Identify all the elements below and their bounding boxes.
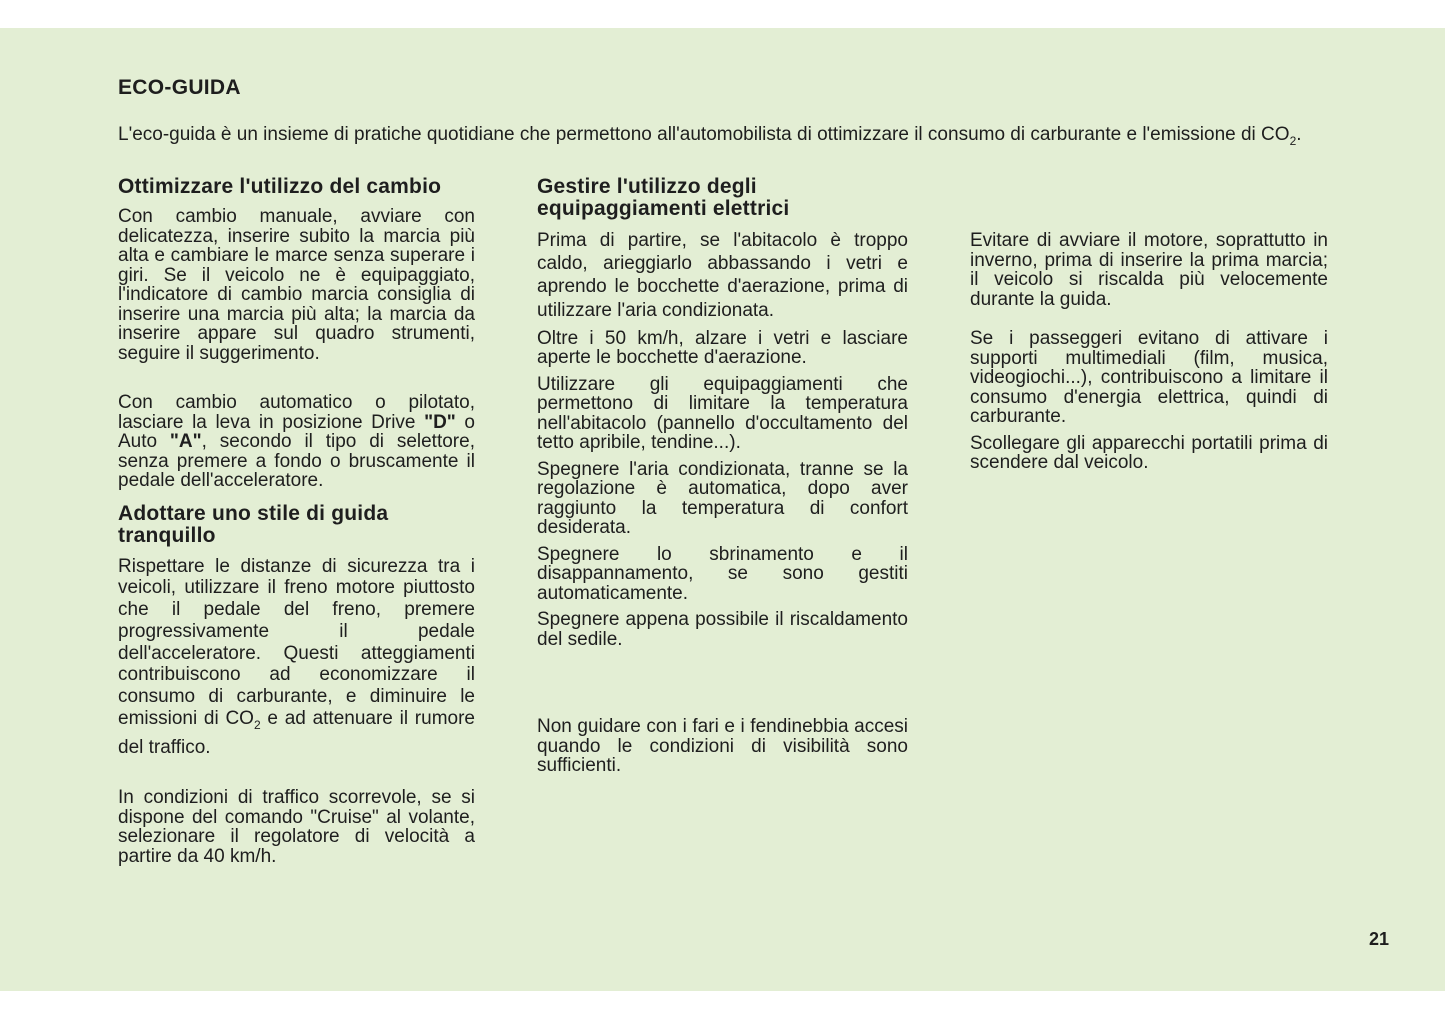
column-middle <box>537 176 908 783</box>
paragraph-air-conditioning: Spegnere l'aria condizionata, tranne se la regolazione è automatica, dopo aver raggiunto la temperatura di confort desiderata. <box>537 458 908 539</box>
paragraph-before-departure: Prima di partire, se l'abitacolo è troppo caldo, arieggiarlo abbassando i vetri e aprendo le bocchette d'aerazione, prima di utilizzare l'aria condizionata. <box>537 230 908 321</box>
intro-end: . <box>1296 124 1302 145</box>
paragraph-cruise-control: In condizioni di traffico scorrevole, se si dispone del comando "Cruise" al volante, selezionare il regolatore di velocità a partire da 40 km/h. <box>118 787 475 867</box>
column-left <box>118 176 475 873</box>
paragraph-above-50kmh: Oltre i 50 km/h, alzare i vetri e lasciare aperte le bocchette d'aerazione. <box>537 327 908 369</box>
intro-text: L'eco-guida è un insieme di pratiche quotidiane che permettono all'automobilista di ottimizzare il consumo di carburante e l'emissione di CO <box>118 124 1290 145</box>
column-right <box>970 231 1328 480</box>
page-number: 21 <box>1369 929 1390 949</box>
intro-subscript: 2 <box>1289 133 1297 148</box>
paragraph-portable-devices: Scollegare gli apparecchi portatili prima di scendere dal veicolo. <box>970 432 1328 473</box>
paragraph-manual-gearbox: Con cambio manuale, avviare con delicatezza, inserire subito la marcia più alta e cambiare le marce senza superare i giri. Se il veicolo ne è equipaggiato, l'indicatore di cambio marcia consiglia di inserire una marcia più alta; la marcia da inserire appare sul quadro strumenti, seguire il suggerimento. <box>118 206 475 364</box>
section-heading-electrical: Gestire l'utilizzo degli equipaggiamenti elettrici <box>537 175 790 220</box>
paragraph-defrosting: Spegnere lo sbrinamento e il disappannamento, se sono gestiti automaticamente. <box>537 543 908 604</box>
paragraph-engine-start: Evitare di avviare il motore, soprattutto in inverno, prima di inserire la prima marcia; il veicolo si riscalda più velocemente durante la guida. <box>970 230 1328 310</box>
drive-label: "D" <box>424 411 456 433</box>
page-title: ECO-GUIDA <box>118 76 241 99</box>
paragraph-seat-heating: Spegnere appena possibile il riscaldamento del sedile. <box>537 609 908 650</box>
auto-label: "A" <box>169 431 202 452</box>
paragraph-automatic-gearbox: Con cambio automatico o pilotato, lasciare la leva in posizione Drive "D" o Auto "A", secondo il tipo di selettore, senza premere a fondo o bruscamente il pedale dell'acceleratore. <box>118 392 475 491</box>
paragraph-multimedia: Se i passeggeri evitano di attivare i supporti multimediali (film, musica, videogiochi...), contribuiscono a limitare il consumo d'energia elettrica, quindi di carburante. <box>970 328 1328 427</box>
paragraph-fog-lights: Non guidare con i fari e i fendinebbia accesi quando le condizioni di visibilità sono sufficienti. <box>537 716 908 777</box>
paragraph-safe-distance: Rispettare le distanze di sicurezza tra i veicoli, utilizzare il freno motore piuttosto che il pedale del freno, premere progressivamente il pedale dell'acceleratore. Questi atteggiamenti contribuiscono ad economizzare il consumo di carburante, e diminuire le emissioni di $CO_2$ e ad attenuare il rumore del traffico. <box>118 555 475 758</box>
section-heading-gearbox: Ottimizzare l'utilizzo del cambio <box>118 175 442 198</box>
intro-paragraph <box>118 124 1330 152</box>
paragraph-equipment: Utilizzare gli equipaggiamenti che permettono di limitare la temperatura nell'abitacolo (pannello d'occultamento del tetto apribile, tendine...). <box>537 373 908 454</box>
section-heading-driving-style: Adottare uno stile di guida tranquillo <box>118 501 389 547</box>
